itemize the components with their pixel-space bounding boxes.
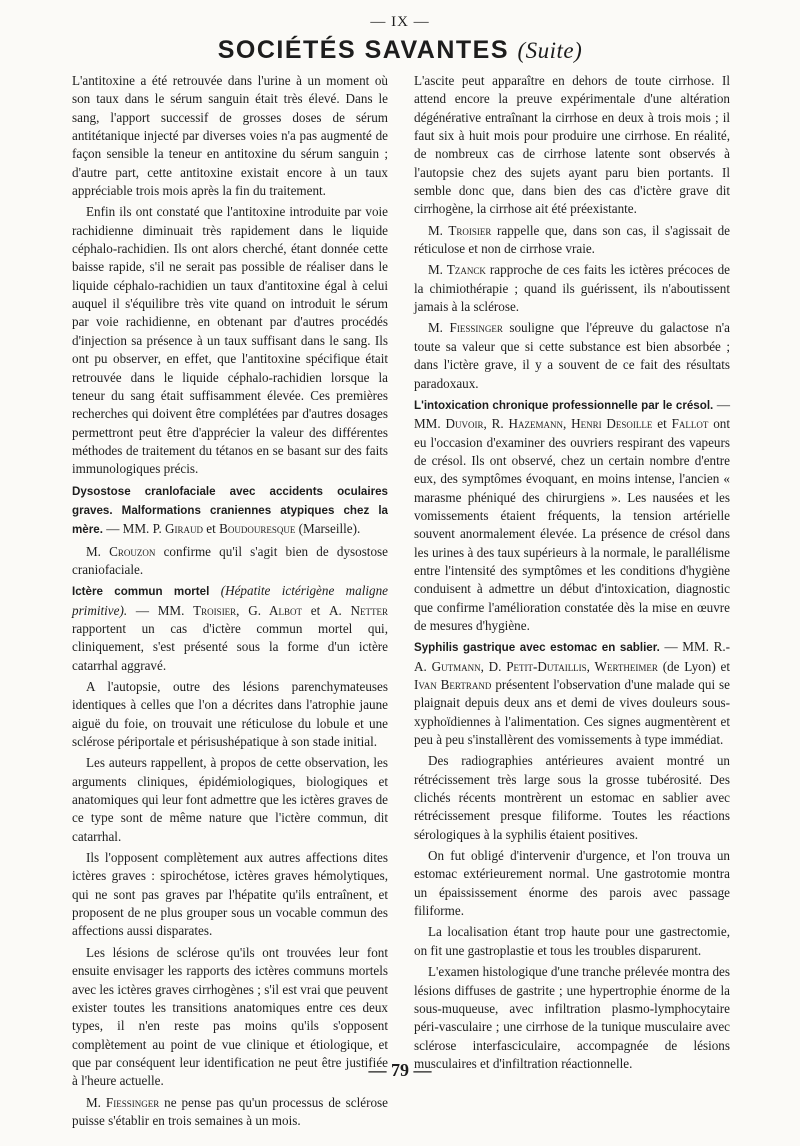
communication-syphilis: [414, 638, 730, 749]
communication-dysostose: [72, 482, 388, 540]
author-names: Troisier, G. Albot: [193, 602, 303, 618]
paragraph: [414, 261, 730, 316]
page-number: — 79 —: [368, 1060, 432, 1080]
paragraph: [72, 543, 388, 580]
paragraph: A l'autopsie, outre des lésions parenchymateuses identiques à celles que l'on a décrites dans l'atrophie jaune aiguë du foie, on trouvait une réticulose du lobule et une sclérose périportale et périsushépatique à son stade initial.: [72, 679, 388, 750]
section-title-text: SOCIÉTÉS SAVANTES: [217, 36, 510, 64]
text-run: — MM.: [127, 602, 194, 618]
paragraph: On fut obligé d'intervenir d'urgence, et l'on trouva un estomac extérieurement normal. Une gastrotomie montra un épaississement énorme des parois avec passage filiforme.: [414, 848, 730, 919]
communication-cresol: [414, 396, 730, 635]
author-names: P. Giraud: [152, 521, 204, 537]
paragraph: L'antitoxine a été retrouvée dans l'urine à un moment où son taux dans le sérum sanguin était très élevé. Dans le sang, l'apport successif de grosses doses de sérum antitétanique injecté par diverses voies n'a pas augmenté de façon sensible la teneur en antitoxine du sérum sanguin ; d'autre part, cette antitoxine existait encore à un taux appréciable trois mois après la fin du traitement.: [72, 73, 388, 199]
text-run: et: [203, 521, 220, 537]
paragraph: [414, 319, 730, 392]
paragraph: Les lésions de sclérose qu'ils ont trouvées leur font ensuite envisager les rapports des ictères communs mortels avec les ictères graves cirrhogènes ; s'il est vrai que peuvent exister toutes les transitions anatomiques entre ces deux types, il n'en reste pas moins qu'ils s'opposent complètement au point de vue clinique et étiologique, et que par conséquent leur identification ne peut être justifiée à l'heure actuelle.: [72, 944, 388, 1089]
section-title-suite: (Suite): [517, 38, 583, 63]
text-run: ont eu l'occasion d'examiner des ouvriers respirant des vapeurs de crésol. Ils ont observé, chez un certain nombre d'entre eux, des symptômes évoquant, en moins intense, l'ancien « marasme phéniqué des chirurgiens ». Les nausées et les vomissements étaient fréquents, la tension artérielle souvent anormalement élevée. La présence de crésol dans les urines à des taux supérieurs à la normale, le parallélisme entre l'intensité des symptômes et les conditions d'hygiène conduisent à admettre un début d'intoxication, diagnostic que confirme l'amélioration constatée dès la mise en œuvre de mesures d'hygiène.: [414, 416, 730, 633]
paragraph: [414, 222, 730, 259]
text-run: confirme qu'il s'agit bien de dysostose craniofaciale.: [72, 543, 388, 577]
paragraph: Enfin ils ont constaté que l'antitoxine introduite par voie rachidienne diminuait très rapidement dans le liquide céphalo-rachidien. Ils ont alors cherché, étant donnée cette baisse rapide, s'il ne serait pas possible de réaliser dans le liquide céphalo-rachidien un taux d'antitoxine égal à celui auquel il s'équilibre très vite quand on introduit le sérum par voie rachidienne, en obtenant par d'autres procédés d'injection sa présence à un taux suffisant dans le sang. Ils ont pu observer, en effet, que l'antitoxine spécifique était retrouvée dans le liquide céphalo-rachidien lorsque la teneur du sang était suffisamment élevée. Ces premières recherches qui doivent être complétées par d'autres dosages permettront peut être d'apprécier la valeur des différentes méthodes de traitement du tétanos en se basant sur des faits immunologiques précis.: [72, 204, 388, 477]
communication-ictere: [72, 582, 388, 675]
author-names: Boudouresque: [219, 521, 296, 537]
author-names: A. Netter: [329, 602, 389, 618]
text-run: — MM.: [414, 396, 730, 432]
text-run: ne pense pas qu'un processus de sclérose puisse s'établir en trois semaines à un mois.: [72, 1094, 388, 1128]
paragraph: [72, 1094, 388, 1131]
paragraph: La localisation étant trop haute pour une gastrectomie, on fit une gastroplastie et tous les troubles disparurent.: [414, 924, 730, 958]
communication-heading: L'intoxication chronique professionnelle par le crésol.: [414, 398, 714, 412]
text-run: souligne que l'épreuve du galactose n'a toute sa valeur que si cette substance est bien absorbée ; dans l'ictère grave, il y a souvent de ce fait des résultats paradoxaux.: [414, 320, 730, 391]
text-run: — MM.: [659, 639, 714, 655]
communication-heading: Ictère commun mortel: [72, 585, 210, 599]
paragraph: L'ascite peut apparaître en dehors de toute cirrhose. Il attend encore la preuve expérimentale d'une altération dégénérative entraînant la cirrhose en deux à trois mois ; il faut six à huit mois pour produire une cirrhose. En réalité, de nombreux cas de cirrhose latente sont observés à l'autopsie chez des sujets ayant paru bien portants. Il semble donc que, dans bien des cas d'ictère grave dit cirrhogène, la cirrhose ait été préexistante.: [414, 73, 730, 217]
roman-page-number: — IX —: [370, 14, 430, 30]
left-column: [72, 72, 388, 1133]
communication-heading: Dysostose cranlofaciale avec accidents oculaires graves. Malformations craniennes atypiques chez la mère.: [72, 484, 388, 537]
right-column: [414, 72, 730, 1076]
speaker-name: M. Fiessinger: [428, 320, 503, 336]
text-run: et: [302, 602, 329, 618]
paragraph: L'examen histologique d'une tranche prélevée montra des lésions diffuses de gastrite ; une hypertrophie énorme de la sous-muqueuse, avec infiltration plasmo-lymphocytaire péri-vasculaire ; une cirrhose de la tunique musculaire avec sclérose interfasciculaire, accompagnée de lésions musculaires et d'infiltration réactionnelle.: [414, 964, 730, 1071]
text-run: présentent l'observation d'une malade qui se plaignait depuis deux ans et demi de vives douleurs sous-xyphoïdiennes à l'alimentation. Ces signes augmentèrent et peu à peu s'installèrent des vomissements à type immédiat.: [414, 677, 730, 748]
communication-heading: Syphilis gastrique avec estomac en sablier.: [414, 641, 660, 655]
text-run: et: [652, 416, 672, 432]
author-names: Duvoir, R. Hazemann, Henri Desoille: [445, 416, 653, 432]
paragraph: Les auteurs rappellent, à propos de cette observation, les arguments cliniques, épidémiologiques, biologiques et anatomiques qui leur font admettre que les ictères graves de ce type sont de même nature que l'ictère commun, dit catarrhal.: [72, 755, 388, 844]
speaker-name: M. Tzanck: [428, 262, 486, 278]
text-run: (de Lyon) et: [657, 658, 730, 674]
text-run: — MM.: [102, 521, 153, 537]
text-run: rappelle que, dans son cas, il s'agissait de réticulose et non de cirrhose vraie.: [414, 222, 730, 257]
speaker-name: M. Troisier: [428, 222, 492, 238]
paragraph: Des radiographies antérieures avaient montré un rétrécissement très large sous la grosse tubérosité. Des clichés récents montrèrent un estomac en sablier avec rétrécissement presque filiforme. Toutes les réactions sérologiques à la syphilis étaient positives.: [414, 753, 730, 842]
author-names: Fallot: [671, 416, 709, 432]
section-title: [0, 36, 800, 65]
text-run: rapportent un cas d'ictère commun mortel qui, cliniquement, s'est présenté sous la forme d'un ictère catarrhal aggravé.: [72, 620, 388, 673]
paragraph: Ils l'opposent complètement aux autres affections dites ictères graves : spirochétose, ictères graves hémolytiques, qui ne sont pas graves par l'hépatite qu'ils entraînent, et proposent de ne plus grouper sous un vocable commun des affections aussi disparates.: [72, 850, 388, 939]
text-run: (Marseille).: [295, 521, 361, 537]
text-run: rapproche de ces faits les ictères précoces de la chimiothérapie ; quand ils guérissent, ils n'aboutissent jamais à la sclérose.: [414, 262, 731, 315]
heading-subtitle: (Hépatite ictérigène maligne primitive).: [72, 583, 389, 618]
speaker-name: M. Fiessinger: [86, 1094, 160, 1110]
author-names: Ivan Bertrand: [414, 677, 492, 692]
author-names: R.-A. Gutmann, D. Petit-Dutaillis, Wertheimer: [414, 639, 730, 674]
speaker-name: M. Crouzon: [86, 543, 156, 559]
